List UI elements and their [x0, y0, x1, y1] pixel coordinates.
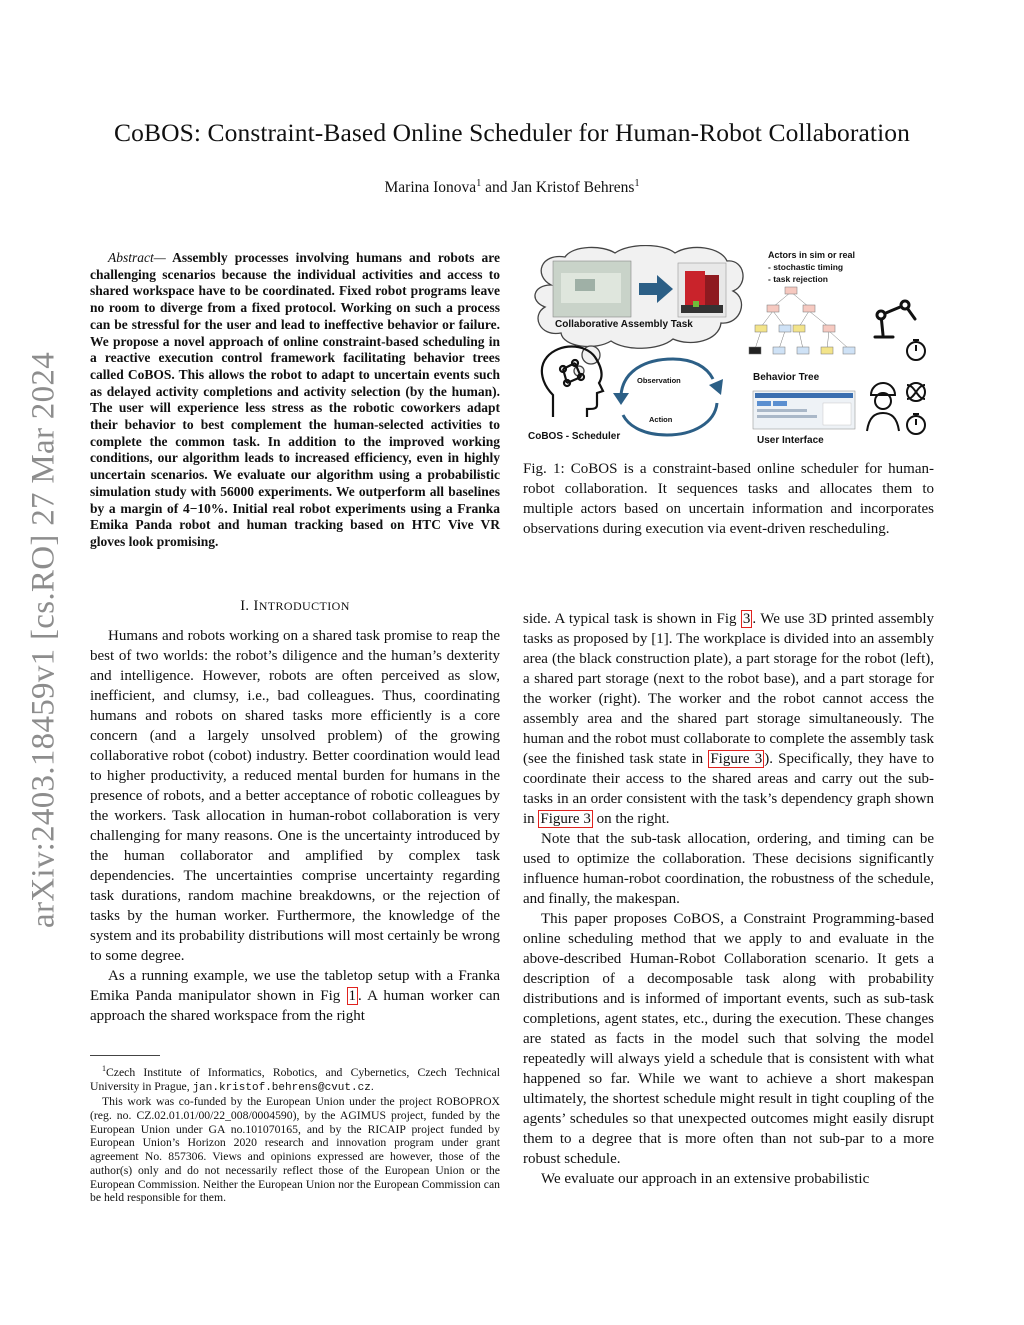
brain-head-icon	[542, 347, 603, 418]
footnote-funding: This work was co-funded by the European Union under the project ROBOPROX (reg. no. CZ.02.01.01/00/22_008/0004590), by the AGIMUS project, funded by the European Union under GA no.101070165, and by the RICAIP project funded by European Union’s Horizon 2020 research and innovation program under grant agreement No. 857306. Views and opinions expressed are however, those of the author(s) only and do not necessarily reflect those of the European Union or the European Commission. Neither the European Union nor the European Commission can be held responsible for them.	[90, 1095, 500, 1205]
author-line	[0, 178, 1024, 197]
paper-title: CoBOS: Constraint-Based Online Scheduler for Human-Robot Collaboration	[114, 118, 910, 147]
figure-1	[523, 245, 934, 445]
figure-3-link-2[interactable]: Figure 3	[540, 811, 591, 827]
worker-icon	[867, 383, 899, 431]
right-paragraph-4: We evaluate our approach in an extensive probabilistic	[541, 1171, 870, 1187]
left-column-body	[90, 626, 500, 1026]
abstract	[90, 250, 500, 551]
right-p1-text-b: . We use 3D printed assembly tasks as proposed by [1]. The workplace is divided into an assembly area (the black construction plate), a part storage for the robot (left), a shared part storage (next to the robot base), and a part storage for the worker (right). The worker and the robot cannot access the assembly area and the shared part storage simultaneously. The human and the robot must collaborate to complete the assembly task (see the finished task state in	[523, 611, 934, 767]
right-paragraph-2: Note that the sub-task allocation, ordering, and timing can be used to optimize the collaboration. These decisions significantly influence human-robot coordination, the robustness of the schedule, and finally, the makespan.	[523, 831, 934, 907]
right-p1-text-d: on the right.	[592, 811, 670, 827]
right-paragraph-3: This paper proposes CoBOS, a Constraint Programming-based online scheduling method that we apply to and evaluate in the above-described Human-Robot Collaboration scenario. It gets a description of a decomposable task along with probability distributions and is informed of important events, such as sub-task completions, agent states, etc., during the execution. These changes are stated as facts in the model such that solving the model repeatedly will always yield a schedule that is consistent with what happened so far. While we want to achieve a short makespan ultimately, the shortest schedule might result in tight coupling of the agents’ schedules so that unexpected outcomes might easily disrupt them to a degree that is more often than not sub-par to a more robust schedule.	[523, 911, 934, 1167]
footnote	[90, 1062, 500, 1205]
figure-3-link-1[interactable]: Figure 3	[710, 751, 763, 767]
right-p1-text-a: side. A typical task is shown in Fig	[523, 611, 741, 627]
right-column-body	[523, 609, 934, 1189]
behavior-tree-diagram	[755, 292, 849, 349]
section-title-rest: NTRODUCTION	[258, 599, 350, 613]
label-rejection: - task rejection	[768, 274, 828, 284]
intro-p2-text-b: . A human worker can approach the shared workspace from the right	[90, 988, 500, 1024]
label-scheduler: CoBOS - Scheduler	[528, 431, 621, 442]
abstract-lead: Abstract—	[108, 250, 166, 265]
shuffle-icon	[907, 383, 925, 401]
section-first-letter: I	[253, 598, 259, 614]
label-user-interface: User Interface	[757, 435, 824, 445]
user-interface-screenshot	[753, 391, 855, 429]
intro-p2-text-a: As a running example, we use the tabletop setup with a Franka Emika Panda manipulator shown in Fig	[90, 968, 500, 1004]
label-behavior-tree: Behavior Tree	[753, 372, 820, 383]
author-1-affil: 1	[476, 178, 482, 189]
author-1: Marina Ionova	[384, 179, 477, 197]
arrow-head-action	[709, 379, 723, 395]
arxiv-stamp-text: arXiv:2403.18459v1 [cs.RO] 27 Mar 2024	[25, 352, 62, 928]
label-actors: Actors in sim or real	[768, 250, 856, 260]
right-p1-text-c: ). Specifically, they have to coordinate their access to the shared areas and carry out the sub-tasks in an order consistent with the task’s dependency graph shown in	[523, 751, 934, 827]
robot-arm-icon	[875, 301, 915, 337]
footnote-email: jan.kristof.behrens@cvut.cz	[192, 1081, 371, 1094]
label-observation: Observation	[637, 376, 681, 385]
section-heading-introduction	[90, 598, 500, 615]
fig-3-link[interactable]: 3	[742, 611, 751, 627]
footnote-affil-end: .	[370, 1079, 374, 1093]
right-paragraph-1	[523, 609, 934, 829]
section-number: I.	[240, 598, 254, 614]
author-and: and	[481, 179, 512, 197]
abstract-text: Assembly processes involving humans and robots are challenging scenarios because the individual activities and access to shared workspace have to be coordinated. Fixed robot programs leave no room to diverge from a fixed protocol. Working on such a process can be stressful for the user and lead to ineffective behavior or failure. We propose a novel approach of online constraint-based scheduling in a reactive execution control framework facilitating behavior trees called CoBOS. This allows the robot to adapt to uncertain events such as delayed activity completions and activity selection (by the human). The user will experience less stress as the robotic coworkers adapt their behavior to best complement the human-selected activities to complete the common task. In addition to the improved working conditions, our algorithm leads to increased efficiency, even in highly uncertain scenarios. We evaluate our algorithm using a probabilistic simulation study with 56000 experiments. We outperform all baselines by a margin of 4−10%. Initial real robot experiments using a Franka Emika Panda robot and human tracking based on HTC Vive VR gloves look promising.	[90, 250, 500, 549]
arxiv-stamp	[14, 320, 74, 960]
fig-1-link[interactable]: 1	[348, 988, 357, 1004]
arrow-head-observation	[613, 393, 629, 405]
figure-1-caption: Fig. 1: CoBOS is a constraint-based online scheduler for human-robot collaboration. It sequences tasks and allocates them to multiple actors based on uncertain information and incorporates observations during execution via event-driven rescheduling.	[523, 461, 934, 537]
label-collaborative-task: Collaborative Assembly Task	[555, 319, 693, 330]
stopwatch-icon	[907, 340, 925, 360]
intro-paragraph-1: Humans and robots working on a shared task promise to reap the best of two worlds: the robot’s diligence and the human’s dexterity and intelligence. However, robots are often perceived as slow, inefficient, and clumsy, i.e., bad colleagues. Thus, coordinating humans and robots on shared tasks more efficiently is a core concern (and a largely unsolved problem) of the growing collaborative robot (cobot) industry. Better coordination would lead to higher productivity, a reduced mental burden for humans in the presence of robots, and a better acceptance of robotic colleagues by the workers. Task allocation in human-robot collaboration is very challenging for many reasons. One is the uncertainty introduced by the human collaborator and amplified by complex task dependencies. The uncertainties comprise uncertainty regarding task durations, random machine breakdowns, or the rejection of tasks by the human worker. Furthermore, the knowledge of the system and its probability distributions will most certainly be wrong to some degree.	[90, 628, 500, 964]
footnote-affil-text: Czech Institute of Informatics, Robotics, and Cybernetics, Czech Technical University in Prague,	[90, 1065, 500, 1093]
author-2: Jan Kristof Behrens	[511, 179, 635, 197]
footnote-mark: 1	[102, 1064, 106, 1073]
intro-paragraph-2	[90, 966, 500, 1026]
footnote-affiliation	[90, 1062, 500, 1095]
assembly-render	[678, 263, 726, 317]
label-stochastic: - stochastic timing	[768, 262, 844, 272]
footnote-rule	[90, 1055, 160, 1056]
author-2-affil: 1	[634, 178, 640, 189]
label-action: Action	[649, 415, 673, 424]
stopwatch-icon-2	[907, 414, 925, 434]
